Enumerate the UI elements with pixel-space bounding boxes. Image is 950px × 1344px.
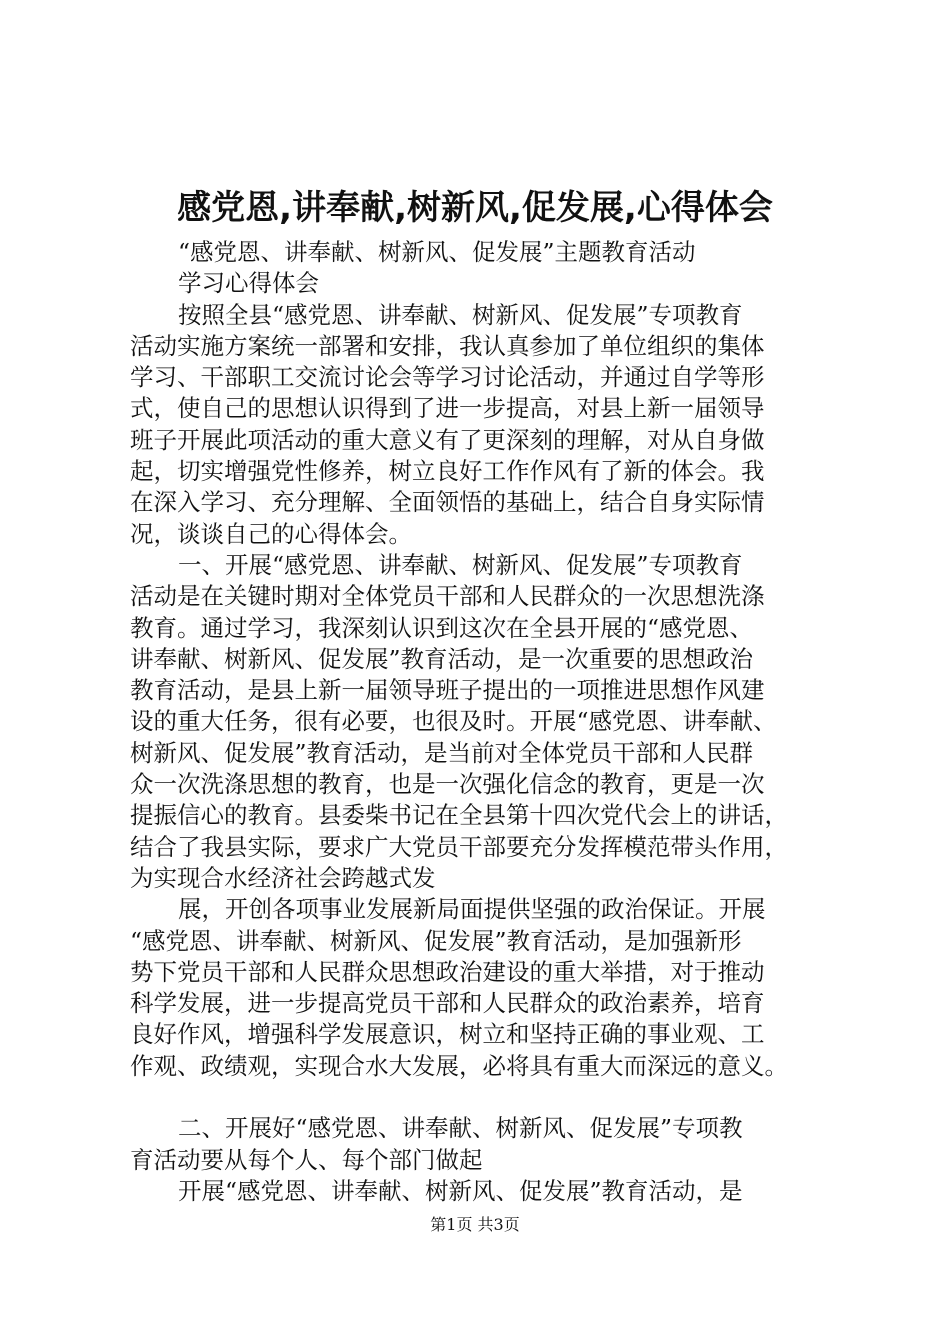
text-line: 结合了我县实际，要求广大党员干部要充分发挥模范带头作用， — [130, 832, 788, 861]
text-line: 教育活动，是县上新一届领导班子提出的一项推进思想作风建 — [130, 676, 765, 705]
text-line: 展，开创各项事业发展新局面提供坚强的政治保证。开展 — [178, 895, 766, 924]
text-line: 学习、干部职工交流讨论会等学习讨论活动，并通过自学等形 — [130, 363, 765, 392]
text-line: 提振信心的教育。县委柴书记在全县第十四次党代会上的讲话， — [130, 801, 788, 830]
text-line: “感党恩、讲奉献、树新风、促发展”主题教育活动 — [178, 238, 696, 266]
text-line: 况，谈谈自己的心得体会。 — [130, 519, 412, 548]
text-line: 树新风、促发展”教育活动，是当前对全体党员干部和人民群 — [130, 738, 754, 767]
document-title: 感党恩,讲奉献,树新风,促发展,心得体会 — [177, 188, 773, 228]
text-line: 式，使自己的思想认识得到了进一步提高，对县上新一届领导 — [130, 394, 765, 423]
text-line: 开展“感党恩、讲奉献、树新风、促发展”教育活动，是 — [178, 1176, 743, 1205]
text-line: 教育。通过学习，我深刻认识到这次在全县开展的“感党恩、 — [130, 613, 754, 642]
text-line: 活动是在关键时期对全体党员干部和人民群众的一次思想洗涤 — [130, 582, 765, 611]
text-line: 学习心得体会 — [178, 269, 319, 298]
text-line: 为实现合水经济社会跨越式发 — [130, 863, 436, 892]
text-line: 众一次洗涤思想的教育，也是一次强化信念的教育，更是一次 — [130, 770, 765, 799]
text-line: 活动实施方案统一部署和安排，我认真参加了单位组织的集体 — [130, 331, 765, 360]
text-line — [130, 1082, 830, 1113]
document-body — [130, 237, 830, 1207]
text-line: 班子开展此项活动的重大意义有了更深刻的理解，对从自身做 — [130, 425, 765, 454]
text-line: 起，切实增强党性修养，树立良好工作作风有了新的体会。我 — [130, 457, 765, 486]
text-line: “感党恩、讲奉献、树新风、促发展”教育活动，是加强新形 — [130, 926, 742, 955]
text-line: 育活动要从每个人、每个部门做起 — [130, 1145, 483, 1174]
text-line: 良好作风，增强科学发展意识，树立和坚持正确的事业观、工 — [130, 1020, 765, 1049]
text-line: 讲奉献、树新风、促发展”教育活动，是一次重要的思想政治 — [130, 644, 754, 673]
text-line: 科学发展，进一步提高党员干部和人民群众的政治素养，培育 — [130, 989, 765, 1018]
text-line: 势下党员干部和人民群众思想政治建设的重大举措，对于推动 — [130, 957, 765, 986]
text-line: 作观、政绩观，实现合水大发展，必将具有重大而深远的意义。 — [130, 1051, 788, 1080]
text-line: 一、开展“感党恩、讲奉献、树新风、促发展”专项教育 — [178, 550, 743, 579]
text-line: 按照全县“感党恩、讲奉献、树新风、促发展”专项教育 — [178, 300, 743, 329]
text-line: 设的重大任务，很有必要，也很及时。开展“感党恩、讲奉献、 — [130, 707, 777, 736]
page-footer: 第1页 共3页 — [430, 1215, 520, 1234]
text-line: 在深入学习、充分理解、全面领悟的基础上，结合自身实际情 — [130, 488, 765, 517]
text-line: 二、开展好“感党恩、讲奉献、树新风、促发展”专项教 — [178, 1114, 743, 1143]
